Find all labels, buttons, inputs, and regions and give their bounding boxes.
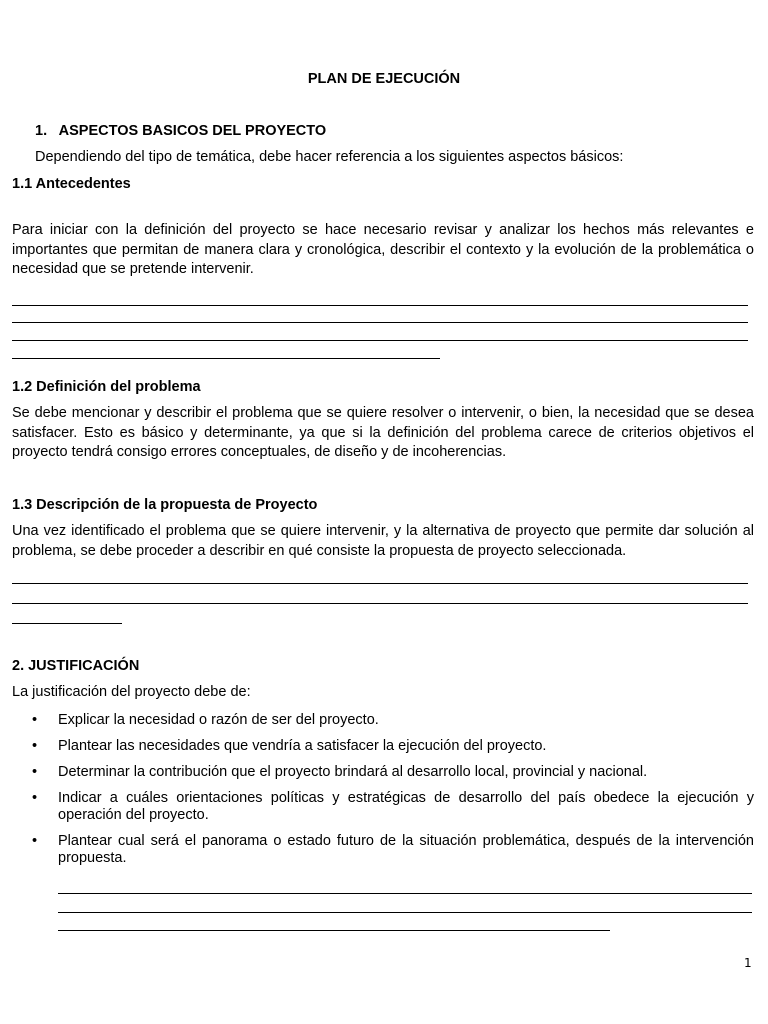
definicion-problema-heading: 1.2 Definición del problema	[12, 379, 201, 395]
blank-line	[12, 603, 748, 604]
descripcion-propuesta-body: Una vez identificado el problema que se quiere intervenir, y la alternativa de proyecto que permite dar solución al problema, se debe proceder a describir en qué consiste la propuesta de proyecto seleccionada.	[12, 523, 754, 559]
bullet-icon: •	[32, 712, 38, 728]
blank-line	[12, 583, 748, 584]
bullet-icon: •	[32, 833, 38, 849]
antecedentes-body: Para iniciar con la definición del proyecto se hace necesario revisar y analizar los hechos más relevantes e importantes que permitan de manera clara y cronológica, describir el contexto y la evolución de la problemática o necesidad que se pretende intervenir.	[12, 222, 754, 277]
justificacion-heading: 2. JUSTIFICACIÓN	[12, 658, 140, 674]
blank-line	[58, 893, 752, 894]
section-1-heading	[35, 123, 326, 139]
definicion-problema-body: Se debe mencionar y describir el problema que se quiere resolver o intervenir, o bien, la necesidad que se desea satisfacer. Esto es básico y determinante, ya que si la definición del problema carece de criterios objetivos el proyecto tendrá consigo errores conceptuales, de diseño y de incoherencias.	[12, 405, 754, 460]
bullet-icon: •	[32, 764, 38, 780]
section-1-title: ASPECTOS BASICOS DEL PROYECTO	[58, 123, 327, 139]
bullet-icon: •	[32, 790, 38, 806]
antecedentes-heading: 1.1 Antecedentes	[12, 176, 131, 192]
blank-line	[12, 358, 440, 359]
blank-line	[12, 322, 748, 323]
section-1-intro: Dependiendo del tipo de temática, debe hacer referencia a los siguientes aspectos básicos:	[35, 149, 624, 165]
list-item: • Indicar a cuáles orientaciones políticas y estratégicas de desarrollo del país obedece la ejecución y operación del proyecto.	[32, 790, 754, 823]
list-item: • Determinar la contribución que el proyecto brindará al desarrollo local, provincial y nacional.	[32, 764, 648, 780]
list-item: • Plantear las necesidades que vendría a satisfacer la ejecución del proyecto.	[32, 738, 547, 754]
justificacion-list	[12, 712, 754, 876]
section-1-number: 1.	[35, 123, 48, 139]
blank-line	[12, 340, 748, 341]
list-item: • Plantear cual será el panorama o estado futuro de la situación problemática, después de la intervención propuesta.	[32, 833, 754, 866]
list-item: • Explicar la necesidad o razón de ser del proyecto.	[32, 712, 379, 728]
blank-line	[58, 912, 752, 913]
justificacion-intro: La justificación del proyecto debe de:	[12, 684, 251, 700]
blank-line	[12, 623, 122, 624]
descripcion-propuesta-heading: 1.3 Descripción de la propuesta de Proyecto	[12, 497, 318, 513]
blank-line	[58, 930, 610, 931]
blank-line	[12, 305, 748, 306]
page-number: 1	[744, 956, 752, 970]
bullet-icon: •	[32, 738, 38, 754]
document-title: PLAN DE EJECUCIÓN	[307, 71, 461, 87]
